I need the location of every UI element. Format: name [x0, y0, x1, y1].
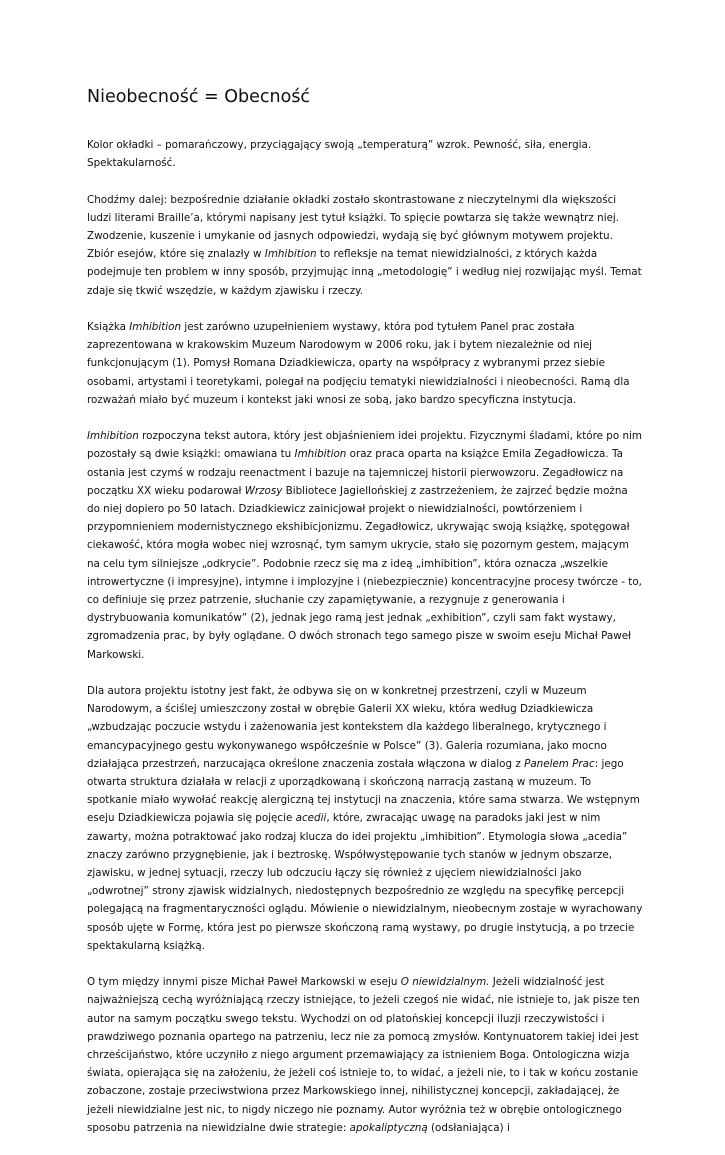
text-run: Jeżeli widzialność jest najważniejszą cechą wyróżniającą rzeczy istniejące, to jeżeli czegoś nie widać, nie istnieje to, jak pisze ten autor na samym początku swego tekstu. Wychodzi on od platońskiej koncepcji iluzji rzeczywistości i prawdziwego poznania opartego na patrzeniu, lecz nie za pomocą zmysłów. Kontynuatorem takiej idei jest chrześcijaństwo, które uczyniło z niego argument przemawiający za istnieniem Boga. Ontologiczna wizja świata, opierająca się na założeniu, że jeżeli coś istnieje to, to widać, a jeżeli nie, to i tak w końcu zostanie zobaczone, zostaje przeciwstwiona przez Markowskiego innej, nihilistycznej koncepcji, zakładającej, że jeżeli niewidzialne jest nic, to nigdy niczego nie poznamy. Autor wyróżnia też w obrębie ontologicznego sposobu patrzenia na niewidzialne dwie strategie:	[87, 976, 640, 1134]
text-run: oraz praca oparta na książce Emila Zegadłowicza. Ta ostania jest czymś w rodzaju reenactment i bazuje na tajemniczej historii pierwowzoru. Zegadłowicz na początku XX wieku podarował	[87, 448, 624, 497]
paragraph	[87, 191, 643, 300]
text-run: Książka	[87, 321, 130, 333]
text-run: Bibliotece Jagiellońskiej z zastrzeżeniem, że zajrzeć będzie można do niej dopiero po 50 latach. Dziadkiewicz zainicjował projekt o niewidzialności, powtórzeniem i przypomnieniem modernistycznego ekshibicjonizmu. Zegadłowicz, ukrywając swoją książkę, spotęgował ciekawość, która mogła wobec niej wzrosnąć, tym samym ukrycie, stało się pozornym gestem, mającym na celu tym silniejsze „odkrycie”. Podobnie rzecz się ma z ideą „imhibition”, która oznacza „wszelkie introwertyczne (i impresyjne), intymne i implozyjne i (niebezpiecznie) koncentracyjne procesy twórcze - to, co definiuje się przez patrzenie, słuchanie czy zapamiętywanie, a rezygnuje z generowania i dystrybuowania komunikatów” (2), jednak jego ramą jest jednak „exhibition”, czyli sam fakt wystawy, zgromadzenia prac, by były oglądane. O dwóch stronach tego samego pisze w swoim eseju Michał Paweł Markowski.	[87, 484, 642, 661]
italic-text: apokaliptyczną	[349, 1121, 428, 1134]
italic-text: Imhibition	[129, 321, 182, 333]
text-run: Dla autora projektu istotny jest fakt, że odbywa się on w konkretnej przestrzeni, czyli w Muzeum Narodowym, a ściślej umieszczony został w obrębie Galerii XX wieku, która według Dziadkiewicza „wzbudzając poczucie wstydu i zażenowania jest kontekstem dla każdego liberalnego, krytycznego i emancypacyjnego gestu wykonywanego współcześnie w Polsce” (3). Galeria rozumiana, jako mocno działająca przestrzeń, narzucająca określone znaczenia została włączona w dialog z	[87, 685, 607, 770]
text-run: Kolor okładki – pomarańczowy, przyciągający swoją „temperaturą” wzrok. Pewność, siła, energia. Spektakularność.	[87, 139, 592, 170]
paragraph	[87, 136, 643, 172]
paragraph	[87, 682, 643, 955]
italic-text: acedii	[295, 812, 327, 825]
text-run: (odsłaniająca) i	[427, 1121, 510, 1134]
paragraph	[87, 973, 643, 1137]
italic-text: O niewidzialnym.	[400, 976, 490, 989]
paragraph	[87, 318, 643, 409]
text-run: rozpoczyna tekst autora, który jest objaśnieniem idei projektu. Fizycznymi śladami, które po nim pozostały są dwie książki: omawiana tu	[87, 430, 642, 461]
text-run: , które, zwracając uwagę na paradoks jaki jest w nim zawarty, można potraktować jako rodzaj klucza do idei projektu „imhibition”. Etymologia słowa „acedia” znaczy zarówno przygnębienie, jak i beztroskę. Współwystępowanie tych stanów w jednym obszarze, zjawisku, w jednej sytuacji, rzeczy lub odczuciu łączy się również z ujęciem niewidzialności jako „odwrotnej” strony zjawisk widzialnych, niedostępnych bezpośrednio ze względu na specyfikę percepcji polegającą na fragmentaryczności oglądu. Mówienie o niewidzialnym, nieobecnym zostaje w wyrachowany sposób ujęte w Formę, która jest po pierwsze skończoną ramą wystawy, po drugie instytucją, a po trzecie spektakularną książką.	[87, 812, 643, 952]
page-title: Nieobecność = Obecność	[87, 87, 311, 107]
text-run: to refleksje na temat niewidzialności, z których każda podejmuje ten problem w inny sposób, przyjmując inną „metodologię” i według niej rozwijając myśl. Temat zdaje się tkwić wszędzie, w każdym zjawisku i rzeczy.	[87, 248, 642, 297]
italic-text: Imhibition	[87, 430, 139, 443]
text-run: O tym między innymi pisze Michał Paweł Markowski w eseju	[87, 976, 401, 989]
article-body	[87, 136, 643, 1155]
italic-text: Imhibition	[264, 248, 317, 261]
italic-text: Imhibition	[294, 448, 347, 461]
paragraph	[87, 427, 643, 664]
italic-text: Wrzosy	[244, 484, 283, 497]
text-run: Chodźmy dalej: bezpośrednie działanie okładki zostało skontrastowane z nieczytelnymi dla większości ludzi literami Braille’a, którymi napisany jest tytuł książki. To spięcie powtarza się także wewnątrz niej. Zwodzenie, kuszenie i umykanie od jasnych odpowiedzi, wydają się być głównym motywem projektu. Zbiór esejów, które się znalazły w	[87, 193, 620, 261]
text-run: jest zarówno uzupełnieniem wystawy, która pod tytułem Panel prac została zaprezentowana w krakowskim Muzeum Narodowym w 2006 roku, jak i bytem niezależnie od niej funkcjonującym (1). Pomysł Romana Dziadkiewicza, oparty na współpracy z wybranymi przez siebie osobami, artystami i teoretykami, polegał na podjęciu tematyki niewidzialności i nieobecności. Ramą dla rozważań miało być muzeum i kontekst jaki wnosi ze sobą, jako bardzo specyficzna instytucja.	[87, 321, 630, 406]
text-run: : jego otwarta struktura działała w relacji z uporządkowaną i skończoną narracją zastaną w muzeum. To spotkanie miało wywołać reakcję alergiczną tej instytucji na znaczenia, które sama stwarza. We wstępnym eseju Dziadkiewicza pojawia się pojęcie	[87, 757, 640, 825]
italic-text: Panelem Prac	[524, 757, 595, 770]
